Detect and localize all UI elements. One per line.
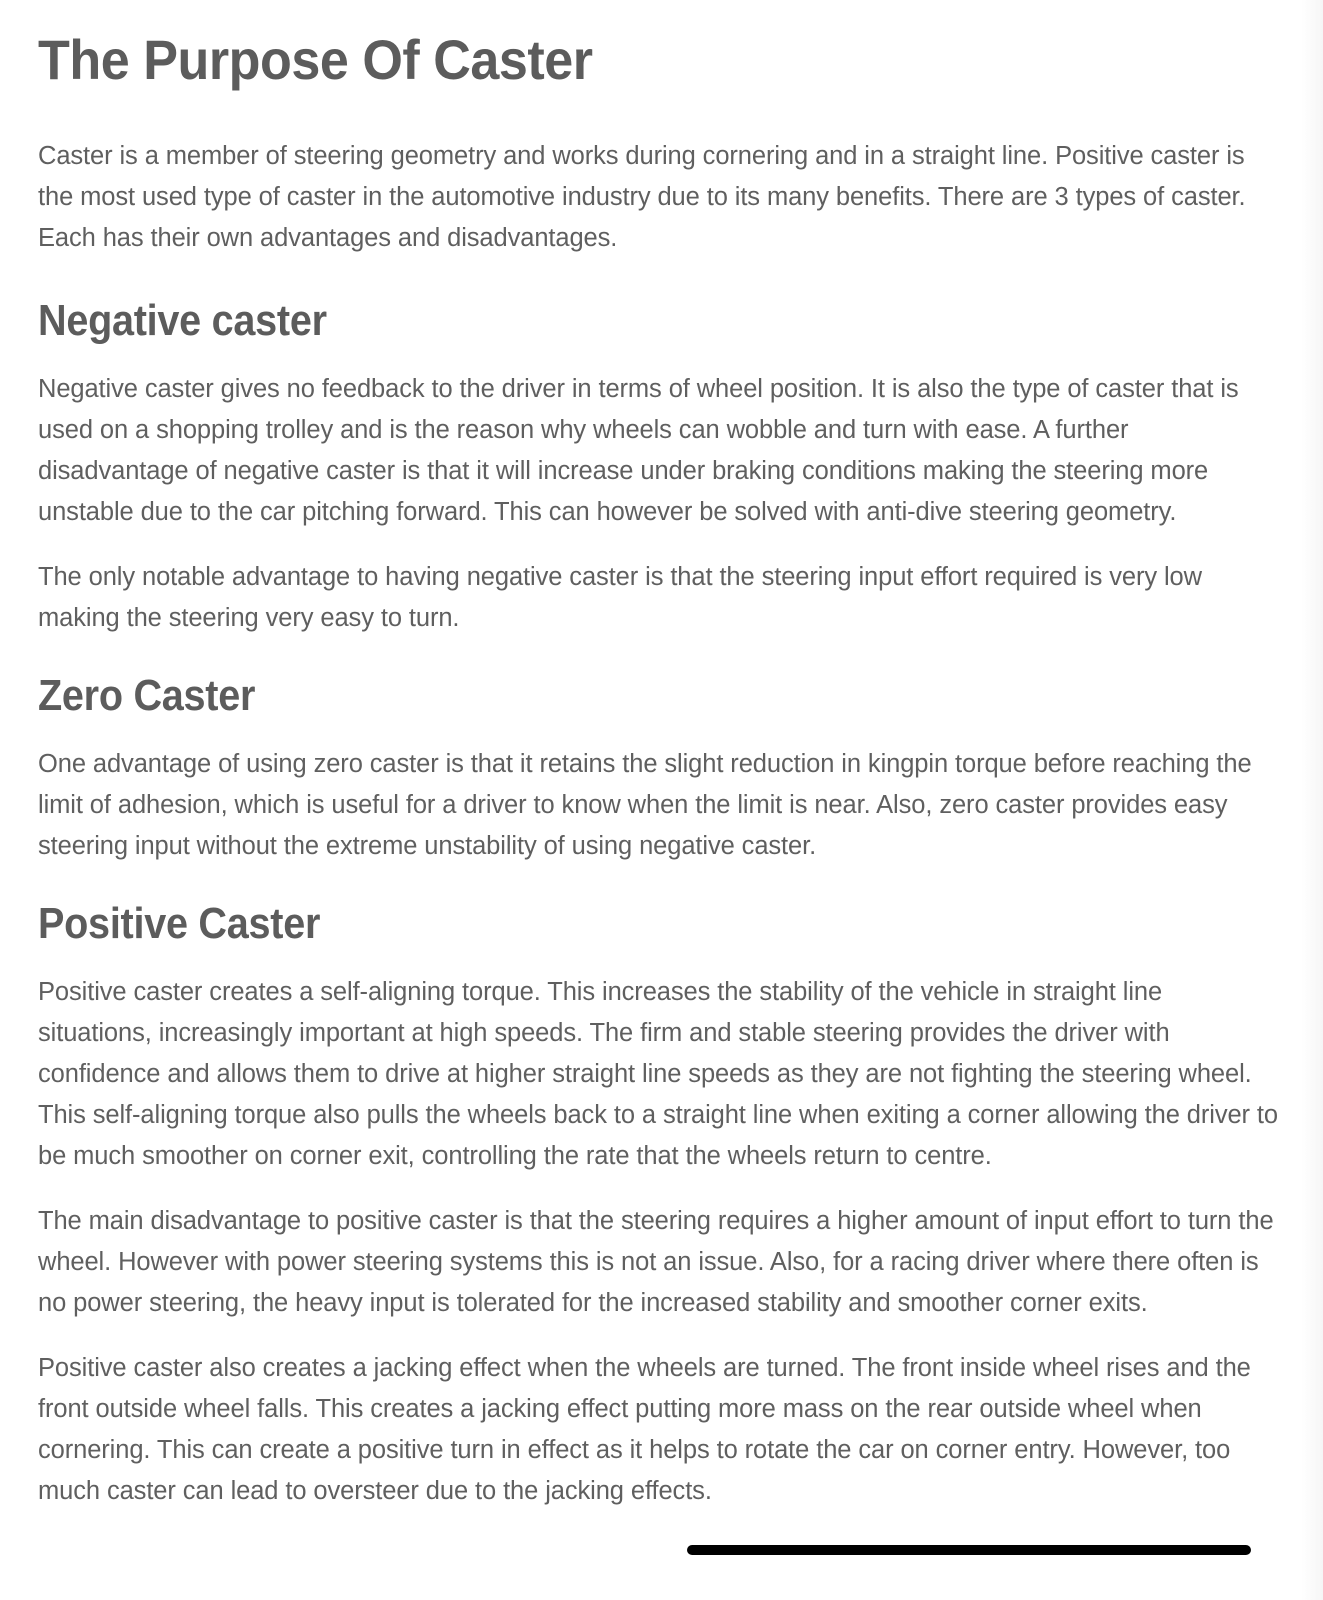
paragraph: Positive caster also creates a jacking effect when the wheels are turned. The front inside wheel rises and the front outside wheel falls. This creates a jacking effect putting more mass on the rear outside wheel when cornering. This can create a positive turn in effect as it helps to rotate the car on corner entry. However, too much caster can lead to oversteer due to the jacking effects. [38,1354,1251,1505]
article [38,0,1278,1512]
right-edge-shade [1301,0,1323,1600]
paragraph: The only notable advantage to having negative caster is that the steering input effort required is very low making the steering very easy to turn. [38,563,1202,632]
paragraph: The main disadvantage to positive caster is that the steering requires a higher amount of input effort to turn the wheel. However with power steering systems this is not an issue. Also, for a racing driver where there often is no power steering, the heavy input is tolerated for the increased stability and smoother corner exits. [38,1207,1274,1317]
section-negative-caster [38,295,1278,639]
page-title: The Purpose Of Caster [38,28,593,91]
section-heading: Zero Caster [38,671,256,720]
section-positive-caster [38,898,1278,1512]
intro-paragraph: Caster is a member of steering geometry and works during cornering and in a straight line. Positive caster is the most used type of caster in the automotive industry due to its many benefits. There are 3 types of caster. Each has their own advantages and disadvantages. [38,142,1246,252]
paragraph: One advantage of using zero caster is that it retains the slight reduction in kingpin torque before reaching the limit of adhesion, which is useful for a driver to know when the limit is near. Also, zero caster provides easy steering input without the extreme unstability of using negative caster. [38,750,1252,860]
paragraph: Negative caster gives no feedback to the driver in terms of wheel position. It is also the type of caster that is used on a shopping trolley and is the reason why wheels can wobble and turn with ease. A further disadvantage of negative caster is that it will increase under braking conditions making the steering more unstable due to the car pitching forward. This can however be solved with anti-dive steering geometry. [38,375,1239,526]
paragraph: Positive caster creates a self-aligning torque. This increases the stability of the vehicle in straight line situations, increasingly important at high speeds. The firm and stable steering provides the driver with confidence and allows them to drive at higher straight line speeds as they are not fighting the steering wheel. This self-aligning torque also pulls the wheels back to a straight line when exiting a corner allowing the driver to be much smoother on corner exit, controlling the rate that the wheels return to centre. [38,978,1278,1170]
home-indicator-bar[interactable] [687,1545,1251,1555]
section-heading: Positive Caster [38,899,321,948]
section-zero-caster [38,670,1278,867]
section-heading: Negative caster [38,296,327,345]
